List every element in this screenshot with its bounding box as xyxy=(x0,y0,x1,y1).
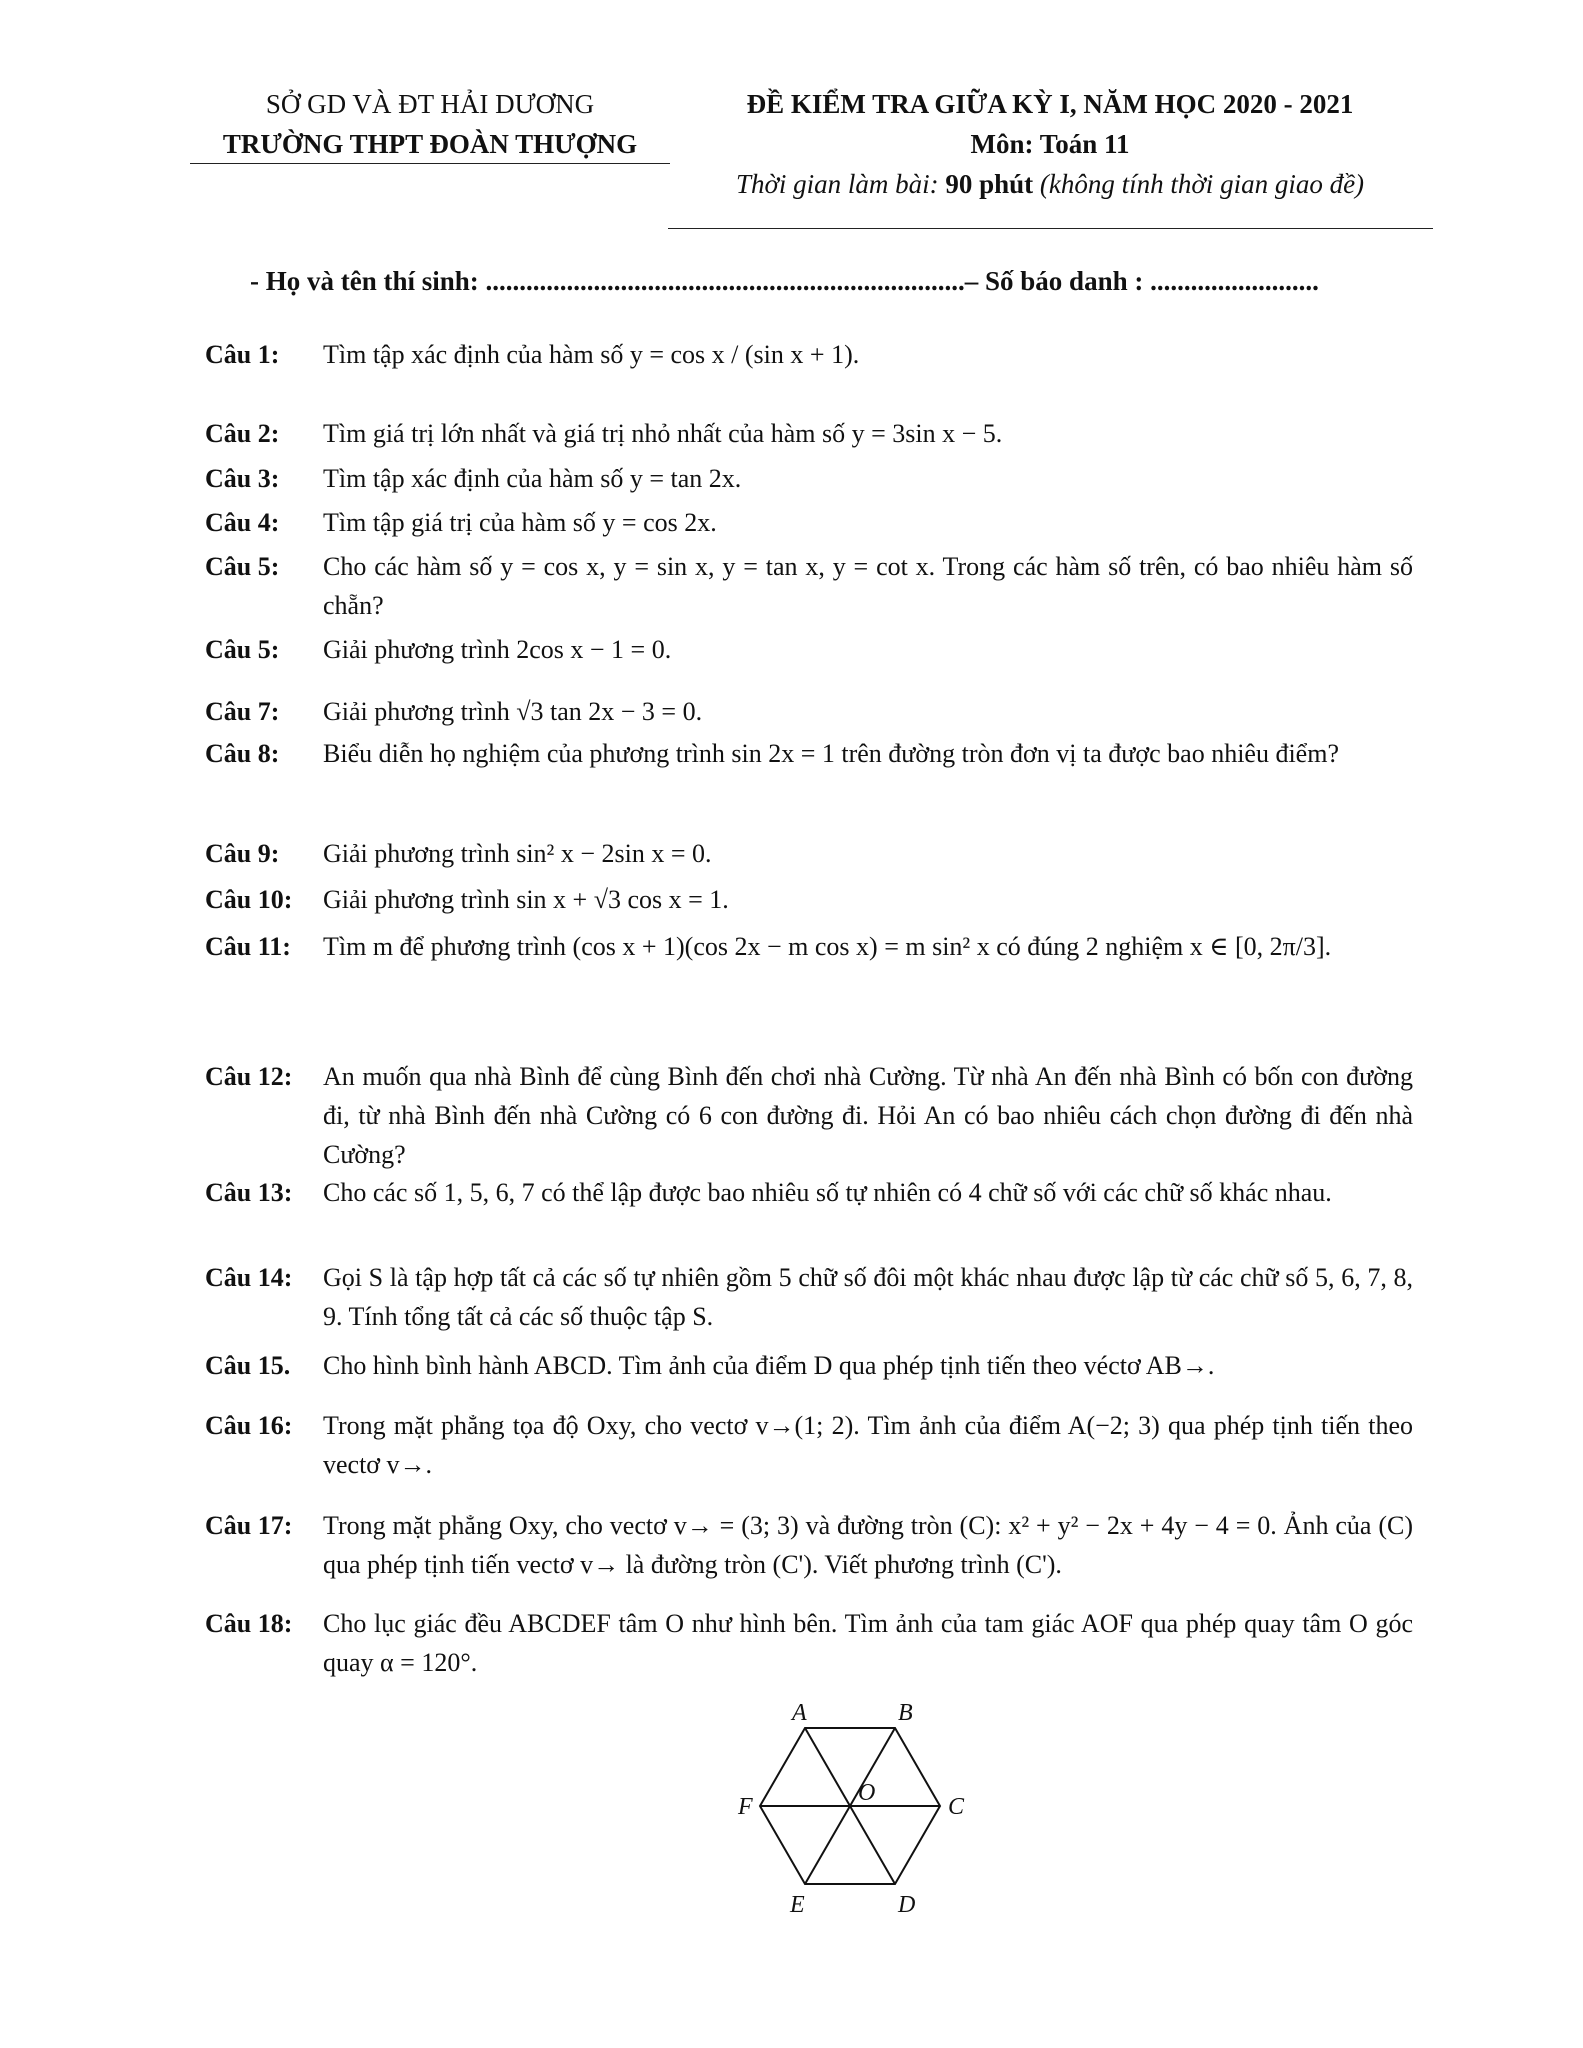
vertex-label-b: B xyxy=(898,1700,913,1726)
vertex-label-e: E xyxy=(790,1892,805,1918)
question-text: Cho lục giác đều ABCDEF tâm O như hình bên. Tìm ảnh của tam giác AOF qua phép quay tâm O góc quay α = 120°. xyxy=(323,1609,1413,1677)
header-right-rule xyxy=(668,228,1433,229)
header-right xyxy=(670,84,1430,204)
question-text: Trong mặt phẳng Oxy, cho vectơ v→ = (3; 3) và đường tròn (C): x² + y² − 2x + 4y − 4 = 0. Ảnh của (C) qua phép tịnh tiến vectơ v→ là đường tròn (C'). Viết phương trình (C'). xyxy=(323,1511,1413,1579)
question-text: Tìm m để phương trình (cos x + 1)(cos 2x − m cos x) = m sin² x có đúng 2 nghiệm x ∈ [0, 2π/3]. xyxy=(323,932,1332,961)
question-text: Tìm giá trị lớn nhất và giá trị nhỏ nhất của hàm số y = 3sin x − 5. xyxy=(323,419,1003,448)
exam-time xyxy=(670,164,1430,204)
question-label: Câu 9: xyxy=(205,839,280,868)
question-label: Câu 7: xyxy=(205,697,280,726)
vertex-label-f: F xyxy=(738,1794,753,1820)
question-label: Câu 5: xyxy=(205,635,280,664)
question-text: Biểu diễn họ nghiệm của phương trình sin 2x = 1 trên đường tròn đơn vị ta được bao nhiêu điểm? xyxy=(323,739,1339,768)
question-label: Câu 12: xyxy=(205,1062,293,1091)
question-label: Câu 13: xyxy=(205,1178,293,1207)
exam-subject: Môn: Toán 11 xyxy=(970,129,1130,159)
school-name: TRƯỜNG THPT ĐOÀN THƯỢNG xyxy=(222,129,638,159)
question-label: Câu 3: xyxy=(205,464,280,493)
question-text: An muốn qua nhà Bình để cùng Bình đến chơi nhà Cường. Từ nhà An đến nhà Bình có bốn con đường đi, từ nhà Bình đến nhà Cường có 6 con đường đi. Hỏi An có bao nhiêu cách chọn đường đi đến nhà Cường? xyxy=(323,1062,1413,1169)
question-label: Câu 4: xyxy=(205,508,280,537)
vertex-label-c: C xyxy=(948,1794,965,1820)
question-text: Tìm tập giá trị của hàm số y = cos 2x. xyxy=(323,508,717,537)
question-text: Cho các hàm số y = cos x, y = sin x, y = tan x, y = cot x. Trong các hàm số trên, có bao nhiêu hàm số chẵn? xyxy=(323,552,1413,620)
question-text: Gọi S là tập hợp tất cả các số tự nhiên gồm 5 chữ số đôi một khác nhau được lập từ các chữ số 5, 6, 7, 8, 9. Tính tổng tất cả các số thuộc tập S. xyxy=(323,1263,1413,1331)
question-text: Giải phương trình sin² x − 2sin x = 0. xyxy=(323,839,712,868)
question-label: Câu 16: xyxy=(205,1411,293,1440)
hexagon-figure xyxy=(720,1700,980,1930)
vertex-label-a: A xyxy=(792,1700,807,1726)
question-label: Câu 8: xyxy=(205,739,280,768)
question-text: Trong mặt phẳng tọa độ Oxy, cho vectơ v→(1; 2). Tìm ảnh của điểm A(−2; 3) qua phép tịnh tiến theo vectơ v→. xyxy=(323,1411,1413,1479)
question-text: Cho hình bình hành ABCD. Tìm ảnh của điểm D qua phép tịnh tiến theo véctơ AB→. xyxy=(323,1351,1215,1380)
question-label: Câu 15. xyxy=(205,1351,291,1380)
question-label: Câu 11: xyxy=(205,932,291,961)
time-label: Thời gian làm bài: xyxy=(735,169,939,199)
header-left-rule xyxy=(190,163,670,164)
question-label: Câu 18: xyxy=(205,1609,293,1638)
question-label: Câu 2: xyxy=(205,419,280,448)
question-text: Tìm tập xác định của hàm số y = cos x / (sin x + 1). xyxy=(323,340,860,369)
question-label: Câu 5: xyxy=(205,552,280,581)
header-left xyxy=(190,84,670,164)
question-text: Giải phương trình 2cos x − 1 = 0. xyxy=(323,635,672,664)
question-label: Câu 14: xyxy=(205,1263,293,1292)
exam-title: ĐỀ KIỂM TRA GIỮA KỲ I, NĂM HỌC 2020 - 2021 xyxy=(746,89,1354,119)
question-text: Tìm tập xác định của hàm số y = tan 2x. xyxy=(323,464,742,493)
question-text: Cho các số 1, 5, 6, 7 có thể lập được bao nhiêu số tự nhiên có 4 chữ số với các chữ số khác nhau. xyxy=(323,1178,1332,1207)
question-text: Giải phương trình √3 tan 2x − 3 = 0. xyxy=(323,697,703,726)
question-text: Giải phương trình sin x + √3 cos x = 1. xyxy=(323,885,729,914)
question-label: Câu 10: xyxy=(205,885,293,914)
vertex-label-d: D xyxy=(898,1892,916,1918)
time-note: (không tính thời gian giao đề) xyxy=(1039,169,1365,199)
question-label: Câu 1: xyxy=(205,340,280,369)
center-label-o: O xyxy=(858,1780,876,1806)
candidate-info-line: - Họ và tên thí sinh: .......................................................................– Số báo danh : ......................... xyxy=(250,266,1319,296)
time-value: 90 phút xyxy=(945,169,1034,199)
department-name: SỞ GD VÀ ĐT HẢI DƯƠNG xyxy=(265,89,595,119)
question-label: Câu 17: xyxy=(205,1511,293,1540)
